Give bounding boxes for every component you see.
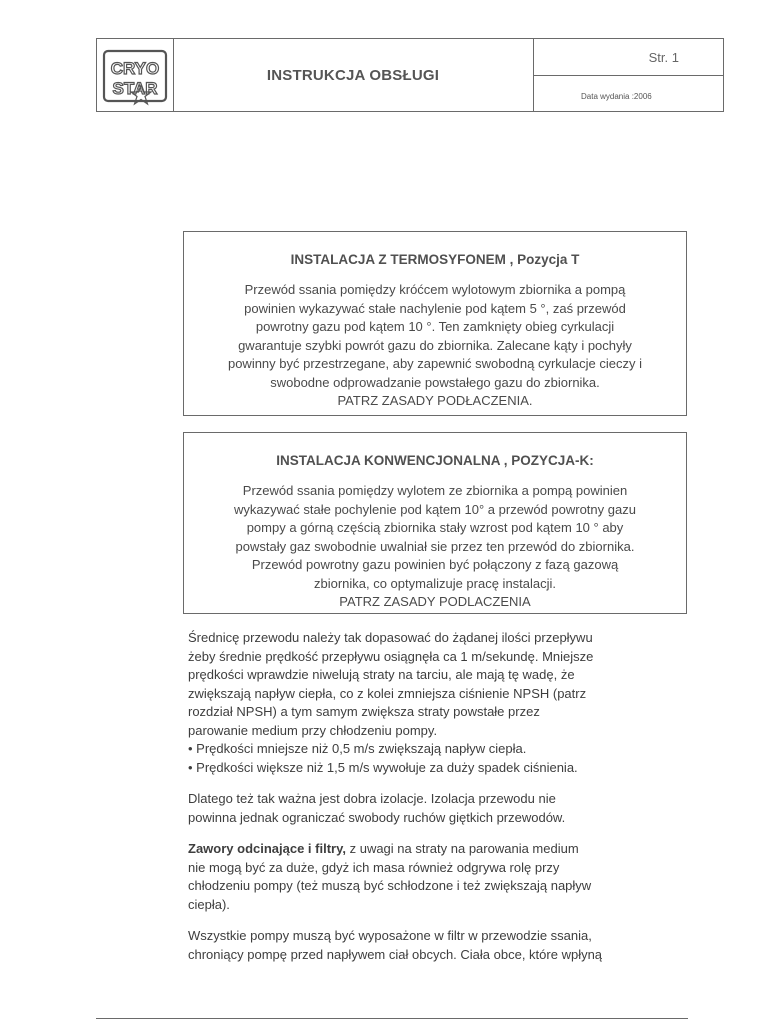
body-text [188, 629, 708, 977]
valves-heading: Zawory odcinające i filtry, [188, 841, 346, 856]
thermosyphon-line: powinny być przestrzegane, aby zapewnić swobodną cyrkulacje cieczy i [227, 356, 643, 371]
body-line: ciepła). [188, 896, 230, 912]
footer-divider [96, 1018, 688, 1019]
thermosyphon-title: INSTALACJA Z TERMOSYFONEM , Pozycja T [290, 252, 580, 267]
body-line: powinna jednak ograniczać swobody ruchów giętkich przewodów. [188, 809, 566, 825]
body-line: Średnicę przewodu należy tak dopasować do żądanej ilości przepływu [188, 630, 593, 645]
thermosyphon-line: powinien wykazywać stałe nachylenie pod kątem 5 °, zaś przewód [244, 300, 626, 316]
thermosyphon-section [183, 231, 687, 416]
thermosyphon-line: swobodne odprowadzanie powstałego gazu do zbiornika. [270, 374, 600, 390]
document-header [96, 38, 724, 112]
body-line: nie mogą być za duże, gdyż ich masa również odgrywa rolę przy [188, 859, 560, 875]
body-line: parowanie medium przy chłodzeniu pompy. [188, 722, 438, 738]
conventional-title: INSTALACJA KONWENCJONALNA , POZYCJA-K: [276, 453, 594, 468]
thermosyphon-see-connections: PATRZ ZASADY PODŁACZENIA. [337, 393, 533, 408]
body-line: chroniący pompę przed napływem ciał obcych. Ciała obce, które wpłyną [188, 946, 603, 962]
logo-text-bottom: STAR [112, 79, 158, 98]
logo-cell [97, 39, 174, 111]
body-line: Dlatego też tak ważna jest dobra izolacje. Izolacja przewodu nie [188, 791, 556, 806]
logo-text-top: CRYO [110, 59, 160, 78]
insulation-paragraph [188, 790, 708, 827]
filter-paragraph [188, 927, 708, 964]
conventional-line: Przewód powrotny gazu powinien być połączony z fazą gazową [251, 557, 619, 572]
page-number: Str. 1 [648, 50, 679, 65]
body-line: zwiększają napływ ciepła, co z kolei zmniejsza ciśnienie NPSH (patrz [188, 685, 587, 701]
thermosyphon-line: powrotny gazu pod kątem 10 °. Ten zamknięty obieg cyrkulacji [255, 319, 615, 334]
conventional-line: pompy a górną częścią zbiornika stały wzrost pod kątem 10 ° aby [246, 520, 624, 535]
thermosyphon-line: Przewód ssania pomiędzy króćcem wylotowym zbiornika a pompą [244, 282, 626, 297]
body-line: prędkości wprawdzie niwelują straty na tarciu, ale mają tę wadę, że [188, 667, 575, 682]
page-cell [533, 39, 723, 76]
body-line: Wszystkie pompy muszą być wyposażone w filtr w przewodzie ssania, [188, 928, 592, 943]
valves-paragraph [188, 840, 708, 914]
body-line: chłodzeniu pompy (też muszą być schłodzone i też zwiększają napływ [188, 878, 592, 893]
bullet-item: • Prędkości mniejsze niż 0,5 m/s zwiększają napływ ciepła. [188, 741, 527, 756]
bullet-item: • Prędkości większe niż 1,5 m/s wywołuje za duży spadek ciśnienia. [188, 759, 578, 775]
issue-date: Data wydania :2006 [581, 92, 652, 101]
conventional-line: wykazywać stałe pochylenie pod kątem 10° a przewód powrotny gazu [234, 501, 636, 517]
document-title: INSTRUKCJA OBSŁUGI [266, 67, 440, 84]
conventional-line: powstały gaz swobodnie uwalniał sie przez ten przewód do zbiornika. [235, 538, 635, 554]
thermosyphon-line: gwarantuje szybki powrót gazu do zbiornika. Zalecane kąty i pochyły [238, 337, 632, 353]
cryostar-logo [97, 39, 173, 111]
conventional-section [183, 432, 687, 614]
conventional-line: Przewód ssania pomiędzy wylotem ze zbiornika a pompą powinien [242, 483, 628, 498]
title-cell [173, 39, 534, 111]
body-line: rozdział NPSH) a tym samym zwiększa straty powstałe przez [188, 704, 540, 719]
date-cell [533, 75, 723, 111]
body-line [188, 840, 708, 859]
body-line: żeby średnie prędkość przepływu osiągnęła ca 1 m/sekundę. Mniejsze [188, 648, 594, 664]
valves-text: z uwagi na straty na parowania medium [345, 841, 579, 856]
pipe-diameter-paragraph [188, 629, 708, 777]
conventional-line: zbiornika, co optymalizuje pracę instalacji. [313, 575, 557, 591]
conventional-see-connections: PATRZ ZASADY PODLACZENIA [339, 594, 531, 609]
